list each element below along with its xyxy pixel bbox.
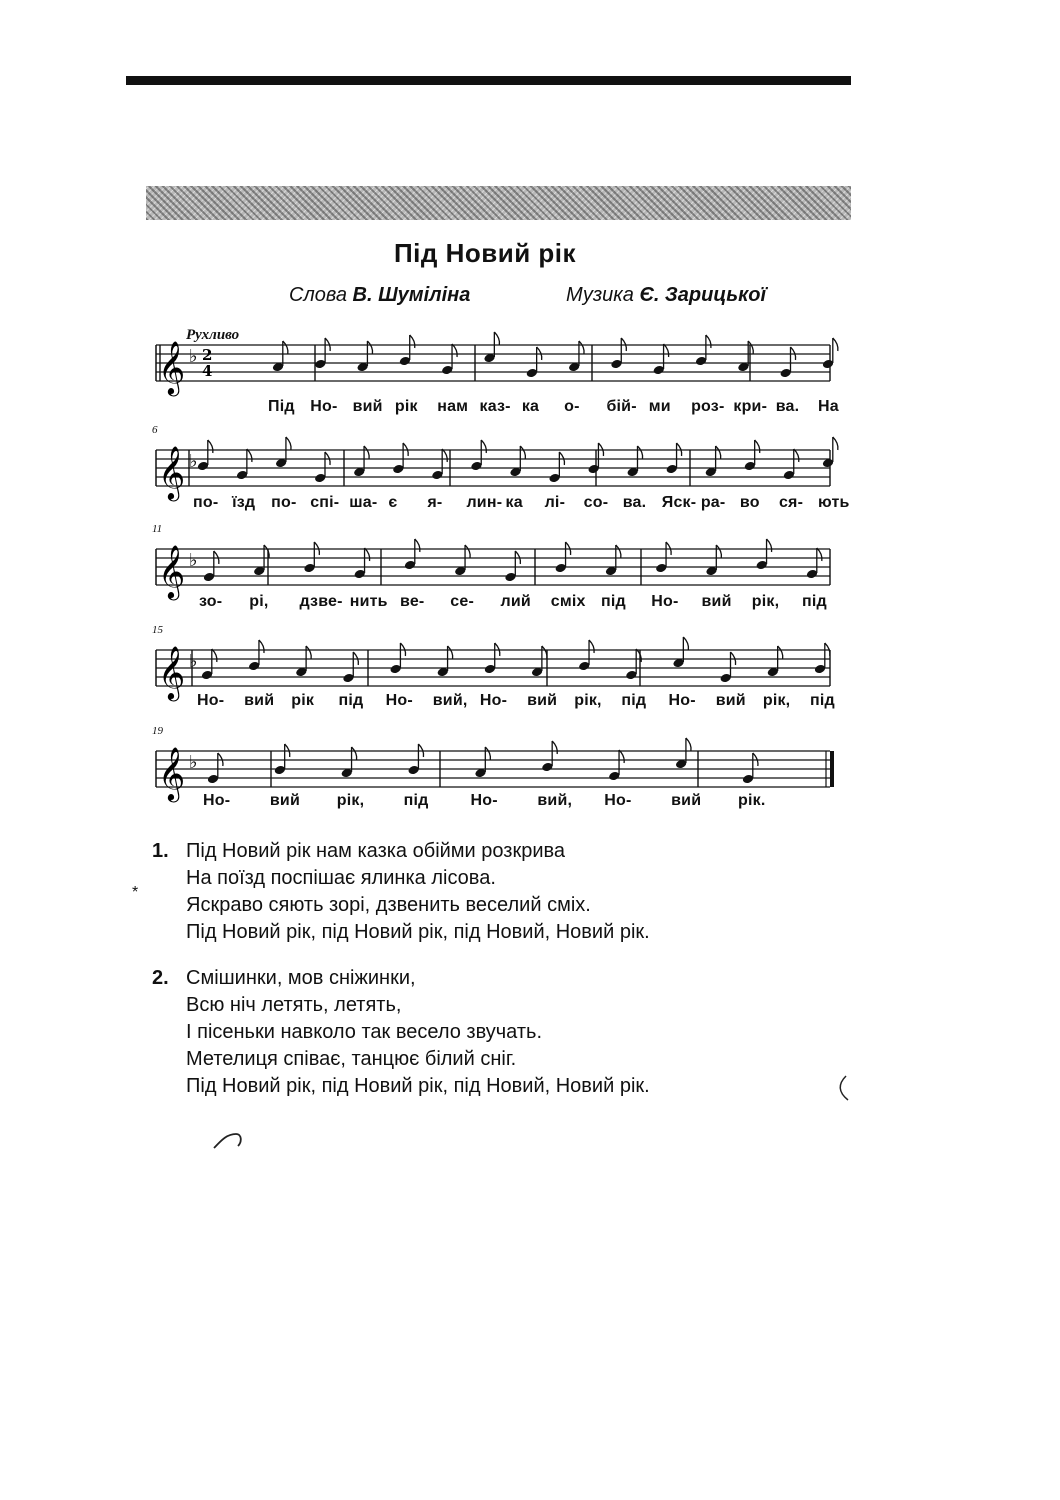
note (470, 440, 486, 471)
lyric-syllable: рік (394, 398, 418, 415)
verse-number: 2. (152, 967, 169, 989)
lyric-syllable: нам (437, 398, 469, 415)
note (705, 545, 721, 576)
verse-number: 1. (152, 840, 169, 862)
flat-key-signature-icon: ♭ (189, 651, 198, 672)
note (248, 640, 264, 671)
note (695, 335, 711, 366)
note (509, 446, 525, 477)
verse-1 (152, 838, 650, 946)
lyric-syllable: вий (269, 792, 300, 809)
note (474, 747, 490, 778)
note (201, 649, 217, 680)
song-title: Під Новий рік (393, 238, 577, 268)
verse-line: Під Новий рік, під Новий рік, під Новий, Новий рік. (186, 1075, 650, 1097)
lyric-syllable: вий (671, 792, 702, 809)
lyric-syllable: ка (521, 398, 540, 415)
lyricist-credit (289, 284, 470, 307)
lyric-syllable: Но- (470, 792, 498, 809)
lyric-syllable: під (802, 593, 827, 610)
lyric-syllable: рік. (738, 792, 766, 809)
lyric-syllable: по- (193, 494, 219, 511)
lyric-syllable: Но- (310, 398, 338, 415)
lyric-syllable: дзве- (299, 593, 343, 610)
note (295, 646, 311, 677)
verse-line: Під Новий рік, під Новий рік, під Новий, Новий рік. (186, 921, 650, 943)
lyric-syllable: вий (244, 692, 275, 709)
treble-clef-icon: 𝄞 (158, 544, 186, 598)
lyric-syllable: вий (715, 692, 746, 709)
flat-key-signature-icon: ♭ (189, 451, 198, 472)
lyric-syllable: Но- (668, 692, 696, 709)
note (541, 741, 557, 772)
lyric-syllable: ра- (700, 494, 726, 511)
measure-number: 19 (152, 725, 163, 737)
flat-key-signature-icon: ♭ (189, 752, 198, 773)
flat-key-signature-icon: ♭ (189, 550, 198, 571)
note (483, 332, 499, 363)
time-signature-digit: 2 (202, 346, 213, 364)
lyric-syllable: ють (818, 494, 850, 511)
note (437, 646, 453, 677)
lyric-syllable: бій- (606, 398, 637, 415)
note (568, 341, 584, 372)
lyric-syllable: під (810, 692, 835, 709)
treble-clef-icon: 𝄞 (158, 445, 186, 499)
treble-clef-icon: 𝄞 (158, 340, 186, 394)
composer-credit (566, 284, 766, 307)
note (737, 341, 753, 372)
lyric-syllable: їзд (232, 494, 256, 511)
lyric-syllable: Но- (197, 692, 225, 709)
flat-key-signature-icon: ♭ (189, 346, 198, 367)
lyric-syllable: На (818, 398, 839, 415)
lyric-syllable: по- (271, 494, 297, 511)
note (341, 747, 357, 778)
measure-number: 6 (152, 424, 158, 436)
lyric-syllable: лий (500, 593, 531, 610)
asterisk-mark: * (132, 884, 139, 901)
lyric-syllable: ве- (400, 593, 425, 610)
note (441, 344, 457, 375)
lyric-syllable: во (739, 494, 760, 511)
time-signature-digit: 4 (202, 362, 213, 380)
note (806, 548, 822, 579)
note (353, 446, 369, 477)
lyric-syllable: Но- (479, 692, 508, 709)
note (675, 738, 691, 769)
lyric-syllable: Но- (651, 593, 679, 610)
shaded-header-band (146, 186, 851, 220)
verse-line: Під Новий рік нам казка обійми розкрива (186, 840, 566, 862)
verse-line: Метелиця співає, танцює білий сніг. (186, 1048, 517, 1070)
lyric-syllable: со- (583, 494, 609, 511)
measure-number: 15 (152, 624, 163, 636)
lyric-syllable: рік, (574, 692, 602, 709)
lyric-syllable: рік, (751, 593, 780, 610)
note (756, 539, 772, 570)
lyric-syllable: рік, (336, 792, 365, 809)
lyric-syllable: рік, (762, 692, 791, 709)
lyric-syllable: кри- (733, 398, 768, 415)
final-bar-line (830, 751, 834, 787)
lyric-syllable: о- (564, 398, 580, 415)
lyric-syllable: роз- (691, 398, 725, 415)
verse-line: На поїзд поспішає ялинка лісова. (186, 867, 496, 889)
verse-line: Яскраво сяють зорі, дзвенить веселий сміх. (186, 894, 591, 916)
lyric-syllable: під (621, 692, 647, 709)
note (431, 449, 447, 480)
pencil-stroke-mark (836, 1074, 850, 1104)
note (354, 548, 370, 579)
note (399, 335, 415, 366)
lyric-syllable: Під (268, 398, 295, 415)
tempo-marking: Рухливо (186, 327, 240, 343)
note (672, 637, 688, 668)
lyric-syllable: нить (349, 593, 388, 610)
lyric-syllable: вий, (432, 692, 468, 709)
lyric-syllable: лі- (544, 494, 566, 511)
lyric-syllable: каз- (479, 398, 511, 415)
note (197, 440, 213, 471)
treble-clef-icon: 𝄞 (158, 746, 186, 800)
note (356, 341, 372, 372)
note (783, 449, 799, 480)
pencil-stroke-mark (212, 1128, 246, 1152)
note (454, 545, 470, 576)
lyric-syllable: вий (352, 398, 383, 415)
note (605, 545, 621, 576)
lyric-syllable: ва. (622, 494, 647, 511)
verse-line: Всю ніч летять, летять, (186, 994, 402, 1016)
lyricist-label: Слова (289, 284, 347, 306)
note (705, 446, 721, 477)
lyric-syllable: вий, (537, 792, 573, 809)
note (625, 649, 641, 680)
lyric-syllable: Но- (203, 792, 231, 809)
lyric-syllable: рі, (249, 593, 269, 610)
lyricist-name: В. Шуміліна (352, 284, 471, 306)
note (404, 539, 420, 570)
note (275, 437, 291, 468)
lyric-syllable: під (601, 593, 626, 610)
lyric-syllable: вий (701, 593, 732, 610)
note (767, 646, 783, 677)
verse-2 (152, 965, 650, 1100)
note (627, 446, 643, 477)
composer-label: Музика (566, 284, 634, 306)
note (653, 344, 669, 375)
lyric-syllable: вий (527, 692, 558, 709)
lyric-syllable: се- (450, 593, 474, 610)
note (608, 750, 624, 781)
lyric-syllable: ми (648, 398, 671, 415)
note (253, 545, 269, 576)
lyric-syllable: під (338, 692, 364, 709)
note (272, 341, 288, 372)
note (531, 646, 547, 677)
lyric-syllable: зо- (199, 593, 223, 610)
lyric-syllable: сміх (550, 593, 586, 610)
lyric-syllable: ся- (778, 494, 804, 511)
note (578, 640, 594, 671)
top-rule (126, 76, 851, 85)
lyric-syllable: Но- (385, 692, 413, 709)
lyric-syllable: є (388, 494, 398, 511)
lyric-syllable: рік (291, 692, 315, 709)
verse-line: Смішинки, мов сніжинки, (186, 967, 416, 989)
lyric-syllable: Но- (604, 792, 632, 809)
measure-number: 11 (152, 523, 163, 535)
lyric-syllable: лин- (466, 494, 503, 511)
treble-clef-icon: 𝄞 (158, 645, 186, 699)
lyric-syllable: під (403, 792, 429, 809)
composer-name: Є. Зарицької (639, 284, 767, 306)
lyric-syllable: ка (505, 494, 523, 511)
lyric-syllable: ша- (349, 494, 378, 511)
lyric-syllable: спі- (310, 494, 340, 511)
lyric-syllable: ва. (775, 398, 800, 415)
verse-line: І пісеньки навколо так весело звучать. (186, 1021, 542, 1043)
lyric-syllable: Яск- (661, 494, 697, 511)
lyric-syllable: я- (427, 494, 443, 511)
note (744, 440, 760, 471)
note (236, 449, 252, 480)
